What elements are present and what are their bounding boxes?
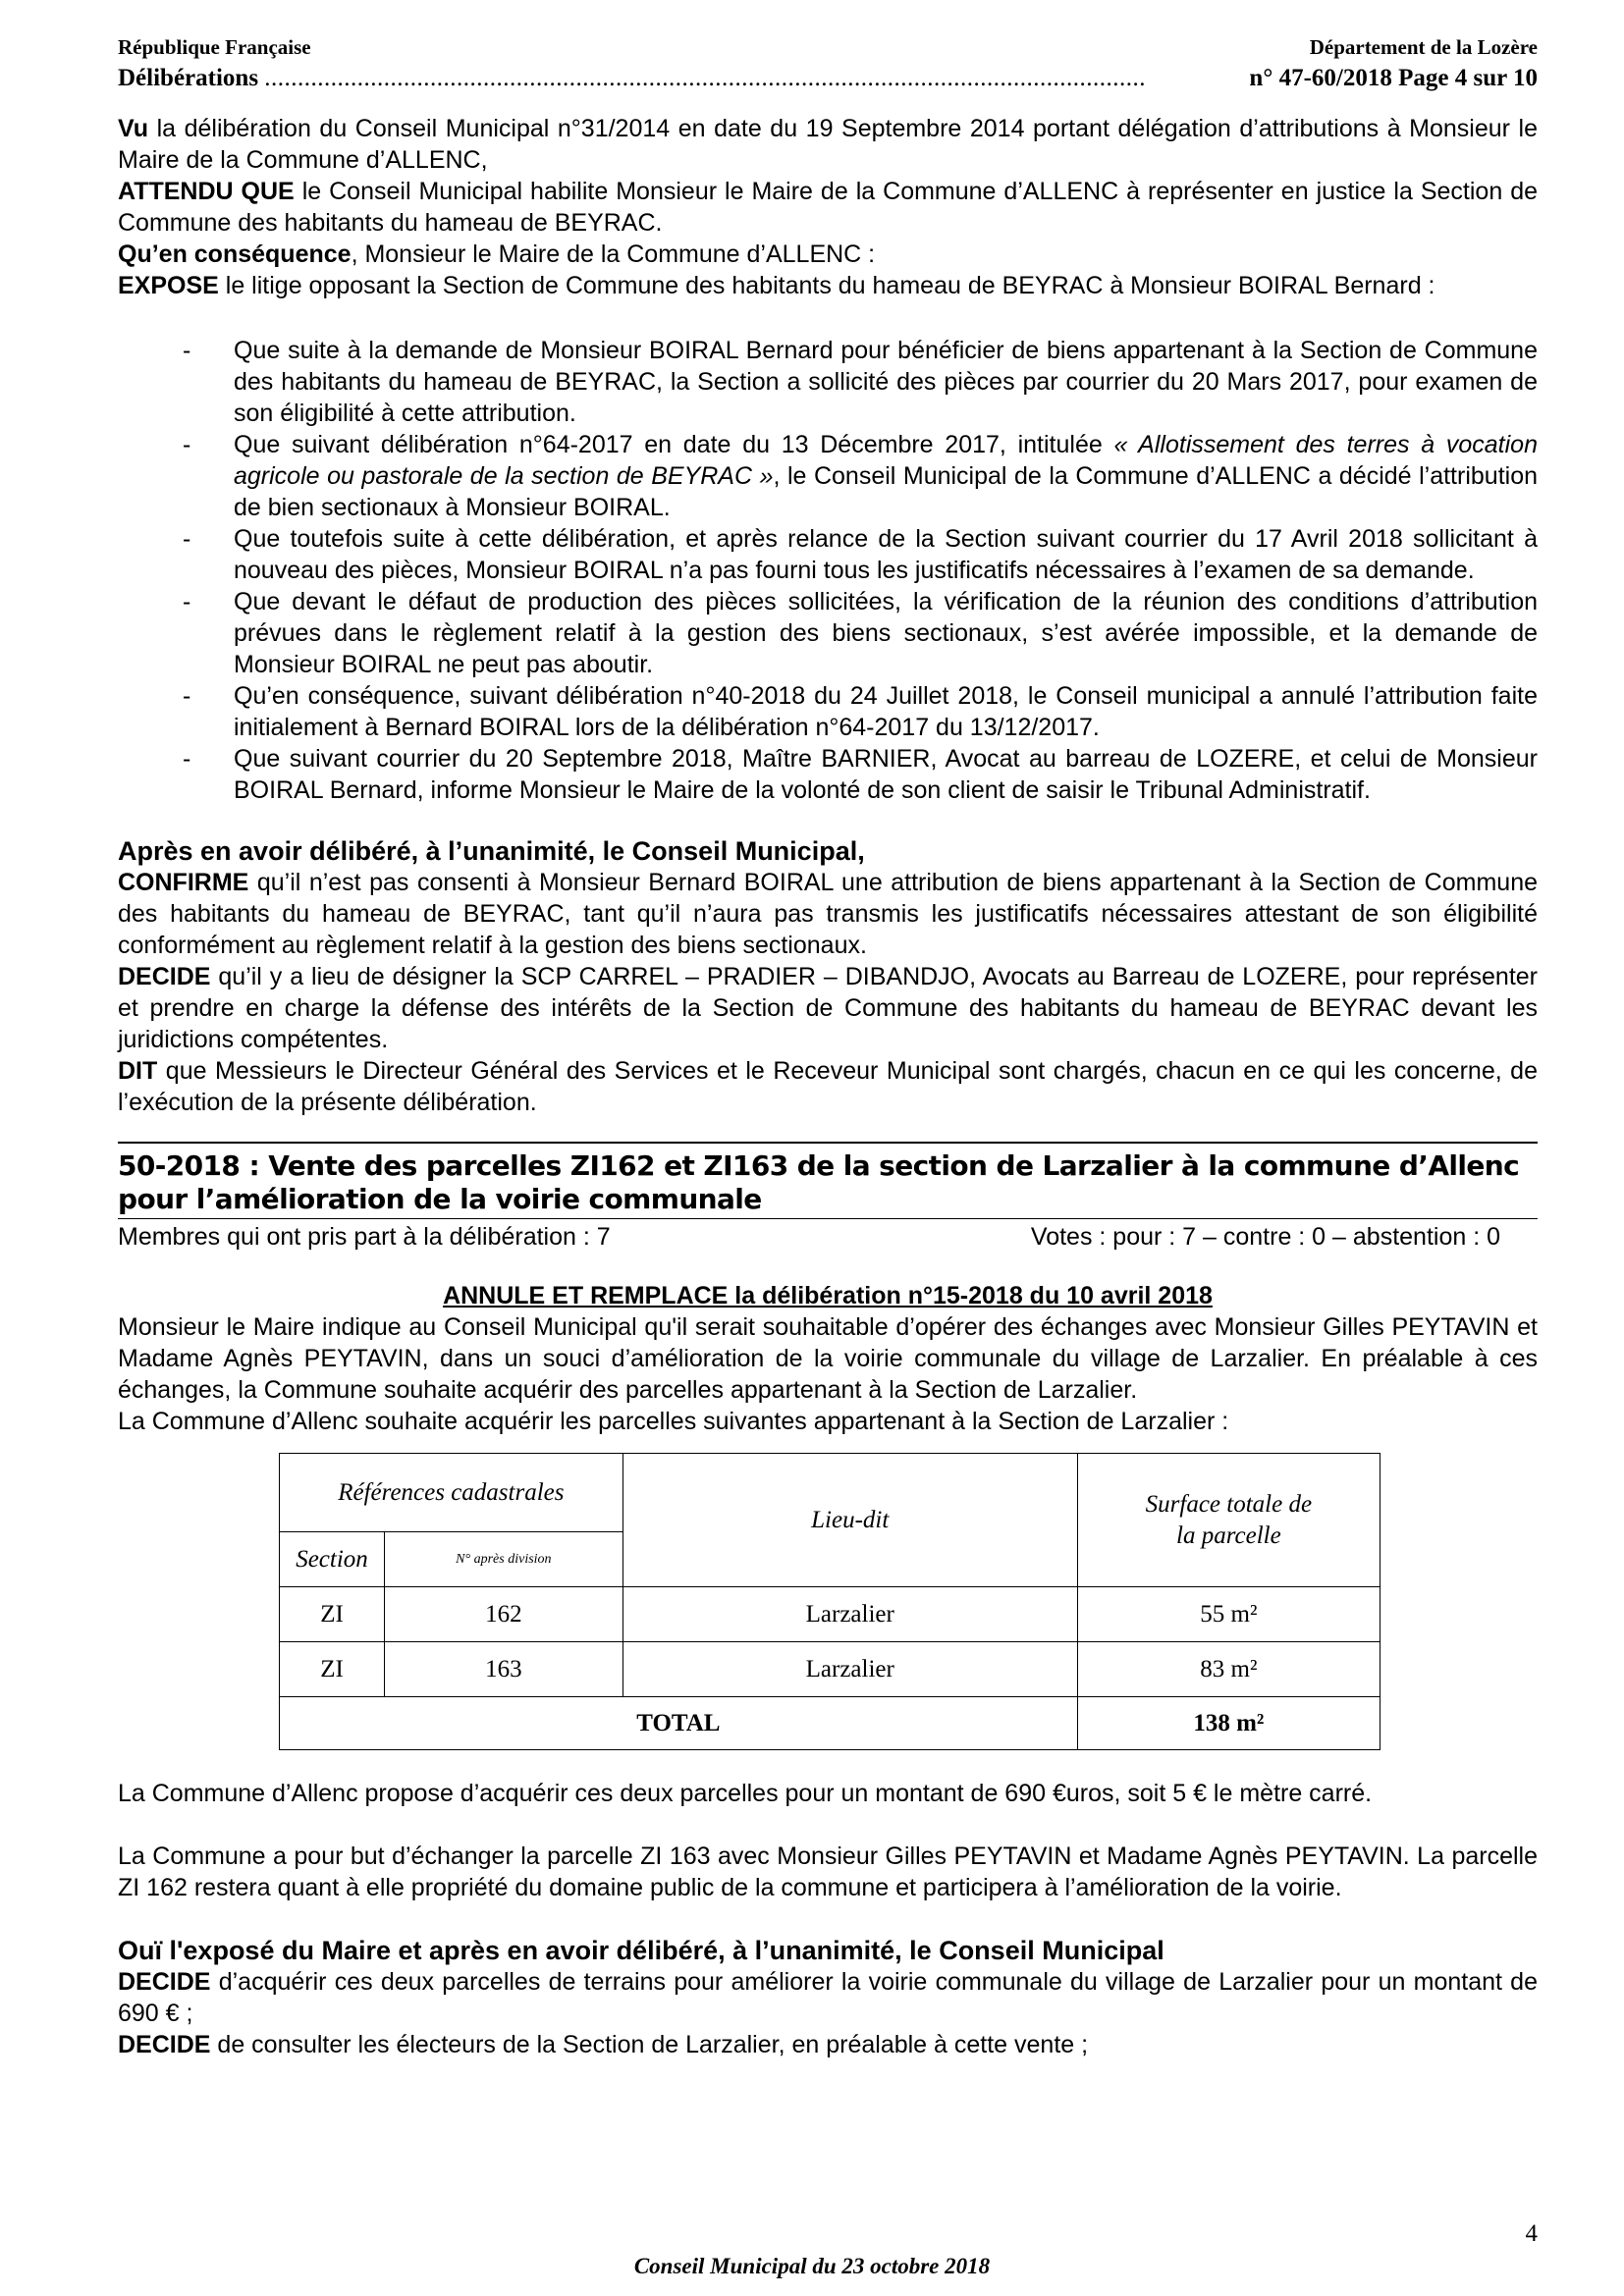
intro-expose bbox=[118, 270, 1538, 301]
dot-leader: ..................................................................................................................................... bbox=[264, 65, 1147, 91]
page-number: 4 bbox=[1525, 2220, 1538, 2247]
th-references: Références cadastrales bbox=[280, 1454, 623, 1532]
annule-remplace: ANNULE ET REMPLACE la délibération n°15-2018 du 10 avril 2018 bbox=[443, 1282, 1213, 1309]
vote-meta bbox=[118, 1218, 1538, 1253]
lead-attendu: ATTENDU QUE bbox=[118, 178, 295, 205]
table-total-row bbox=[280, 1697, 1380, 1750]
para-montant: La Commune d’Allenc propose d’acquérir ces deux parcelles pour un montant de 690 €uros, soit 5 € le mètre carré. bbox=[118, 1780, 1373, 1807]
intro-consequence bbox=[118, 239, 1538, 270]
list-item: - Que toutefois suite à cette délibération, et après relance de la Section suivant courrier du 17 Avril 2018 sollicitant à nouveau des pièces, Monsieur BOIRAL n’a pas fourni tous les justificatifs nécessaires à l’examen de sa demande. bbox=[183, 525, 1538, 584]
para-echange: La Commune a pour but d’échanger la parcelle ZI 163 avec Monsieur Gilles PEYTAVIN et Madame Agnès PEYTAVIN. La parcelle ZI 162 restera quant à elle propriété du domaine public de la commune et participera à l’amélioration de la voirie. bbox=[118, 1842, 1538, 1901]
cell-lieu: Larzalier bbox=[623, 1642, 1077, 1697]
list-item-text: Que devant le défaut de production des pièces sollicitées, la vérification de la réunion des conditions d’attribution prévues dans le règlement relatif à la gestion des biens sectionaux, s’est avérée impossible, et la demande de Monsieur BOIRAL ne peut pas aboutir. bbox=[234, 588, 1538, 678]
th-section: Section bbox=[280, 1532, 385, 1587]
th-surface: Surface totale de la parcelle bbox=[1077, 1454, 1380, 1587]
list-item: - Qu’en conséquence, suivant délibération n°40-2018 du 24 Juillet 2018, le Conseil municipal a annulé l’attribution faite initialement à Bernard BOIRAL lors de la délibération n°64-2017 du 13/12/2017. bbox=[183, 682, 1538, 741]
list-item: - Que devant le défaut de production des pièces sollicitées, la vérification de la réunion des conditions d’attribution prévues dans le règlement relatif à la gestion des biens sectionaux, s’est avérée impossible, et la demande de Monsieur BOIRAL ne peut pas aboutir. bbox=[183, 588, 1538, 678]
list-item: - Que suivant courrier du 20 Septembre 2018, Maître BARNIER, Avocat au barreau de LOZERE, et celui de Monsieur BOIRAL Bernard, informe Monsieur le Maire de la volonté de son client de saisir le Tribunal Administratif. bbox=[183, 745, 1538, 804]
cell-total-label: TOTAL bbox=[280, 1697, 1078, 1750]
header-left: République Française bbox=[118, 35, 311, 59]
text-dit: que Messieurs le Directeur Général des Services et le Receveur Municipal sont chargés, chacun en ce qui les concerne, de l’exécution de la présente délibération. bbox=[118, 1057, 1538, 1116]
section-divider bbox=[118, 1142, 1538, 1144]
text-expose: le litige opposant la Section de Commune des habitants du hameau de BEYRAC à Monsieur BOIRAL Bernard : bbox=[218, 272, 1435, 299]
intro-attendu bbox=[118, 176, 1538, 239]
para-decide-consulter bbox=[118, 2029, 1538, 2060]
para-dit bbox=[118, 1055, 1538, 1118]
list-item-title-italic: « Allotissement des terres à vocation agricole ou pastorale de la section de BEYRAC » bbox=[234, 431, 1538, 490]
header-deliberations bbox=[118, 65, 1538, 92]
th-lieu-dit: Lieu-dit bbox=[623, 1454, 1077, 1587]
text-confirme: qu’il n’est pas consenti à Monsieur Bernard BOIRAL une attribution de biens appartenant à la Section de Commune des habitants du hameau de BEYRAC, tant qu’il n’aura pas transmis les justificatifs nécessaires attestant de son éligibilité conformément au règlement relatif à la gestion des biens sectionaux. bbox=[118, 869, 1538, 959]
list-item-text: Que suite à la demande de Monsieur BOIRAL Bernard pour bénéficier de biens appartenant à la Section de Commune des habitants du hameau de BEYRAC, la Section a sollicité des pièces par courrier du 20 Mars 2017, pour examen de son éligibilité à cette attribution. bbox=[234, 337, 1538, 427]
text-decide-consulter: de consulter les électeurs de la Section de Larzalier, en préalable à cette vente ; bbox=[210, 2031, 1089, 2058]
members-count: Membres qui ont pris part à la délibération : 7 bbox=[118, 1223, 611, 1251]
deliberation-ref: n° 47-60/2018 Page 4 sur 10 bbox=[1249, 65, 1538, 91]
list-item-text: Qu’en conséquence, suivant délibération n°40-2018 du 24 Juillet 2018, le Conseil municipal a annulé l’attribution faite initialement à Bernard BOIRAL lors de la délibération n°64-2017 du 13/12/2017. bbox=[234, 682, 1538, 741]
document-body bbox=[118, 113, 1538, 2060]
cell-section: ZI bbox=[280, 1587, 385, 1642]
page-footer: Conseil Municipal du 23 octobre 2018 bbox=[633, 2254, 991, 2278]
cell-num: 163 bbox=[385, 1642, 623, 1697]
cell-surface: 83 m² bbox=[1077, 1642, 1380, 1697]
lead-expose: EXPOSE bbox=[118, 272, 219, 299]
para-confirme bbox=[118, 867, 1538, 961]
para-intro-larzalier: Monsieur le Maire indique au Conseil Municipal qu'il serait souhaitable d’opérer des échanges avec Monsieur Gilles PEYTAVIN et Madame Agnès PEYTAVIN, dans un souci d’amélioration de la voirie communale du village de Larzalier. En préalable à ces échanges, la Commune souhaite acquérir des parcelles appartenant à la Section de Larzalier. bbox=[118, 1313, 1538, 1404]
lead-dit: DIT bbox=[118, 1057, 158, 1085]
text-decide: qu’il y a lieu de désigner la SCP CARREL – PRADIER – DIBANDJO, Avocats au Barreau de LOZERE, pour représenter et prendre en charge la défense des intérêts de la Section de Commune des habitants du hameau de BEYRAC devant les juridictions compétentes. bbox=[118, 963, 1538, 1053]
text-consequence: , Monsieur le Maire de la Commune d’ALLENC : bbox=[351, 240, 876, 268]
lead-confirme: CONFIRME bbox=[118, 869, 249, 896]
para-parcelles: La Commune d’Allenc souhaite acquérir les parcelles suivantes appartenant à la Section de Larzalier : bbox=[118, 1408, 1229, 1435]
cell-num: 162 bbox=[385, 1587, 623, 1642]
list-item-text: Que suivant courrier du 20 Septembre 2018, Maître BARNIER, Avocat au barreau de LOZERE, et celui de Monsieur BOIRAL Bernard, informe Monsieur le Maire de la volonté de son client de saisir le Tribunal Administratif. bbox=[234, 745, 1538, 804]
deliberations-label: Délibérations bbox=[118, 65, 259, 91]
cadastral-table bbox=[279, 1453, 1380, 1750]
lead-vu: Vu bbox=[118, 115, 149, 142]
lead-decide-acquerir: DECIDE bbox=[118, 1968, 211, 1996]
th-num: N° après division bbox=[385, 1532, 623, 1587]
list-item: - Que suivant délibération n°64-2017 en date du 13 Décembre 2017, intitulée « Allotissement des terres à vocation agricole ou pastorale de la section de BEYRAC », le Conseil Municipal de la Commune d’ALLENC a décidé l’attribution de bien sectionaux à Monsieur BOIRAL. bbox=[183, 431, 1538, 521]
para-decide bbox=[118, 961, 1538, 1055]
text-decide-acquerir: d’acquérir ces deux parcelles de terrains pour améliorer la voirie communale du village de Larzalier pour un montant de 690 € ; bbox=[118, 1968, 1538, 2027]
header-right: Département de la Lozère bbox=[1309, 35, 1538, 59]
cell-lieu: Larzalier bbox=[623, 1587, 1077, 1642]
decision2-heading: Ouï l'exposé du Maire et après en avoir délibéré, à l’unanimité, le Conseil Municipal bbox=[118, 1936, 1164, 1965]
table-row bbox=[280, 1587, 1380, 1642]
cell-surface: 55 m² bbox=[1077, 1587, 1380, 1642]
text-vu: la délibération du Conseil Municipal n°31/2014 en date du 19 Septembre 2014 portant délégation d’attributions à Monsieur le Maire de la Commune d’ALLENC, bbox=[118, 115, 1538, 174]
para-decide-acquerir bbox=[118, 1966, 1538, 2029]
cell-section: ZI bbox=[280, 1642, 385, 1697]
section-title: 50-2018 : Vente des parcelles ZI162 et ZI163 de la section de Larzalier à la commune d’Allenc pour l’amélioration de la voirie communale bbox=[118, 1149, 1520, 1215]
list-item-text: Que toutefois suite à cette délibération, et après relance de la Section suivant courrier du 17 Avril 2018 sollicitant à nouveau des pièces, Monsieur BOIRAL n’a pas fourni tous les justificatifs nécessaires à l’examen de sa demande. bbox=[234, 525, 1538, 584]
list-item-text: , le Conseil Municipal de la Commune d’ALLENC a décidé l’attribution de bien sectionaux à Monsieur BOIRAL. bbox=[234, 462, 1538, 521]
lead-decide: DECIDE bbox=[118, 963, 211, 990]
list-item-text: Que suivant délibération n°64-2017 en date du 13 Décembre 2017, intitulée bbox=[234, 431, 1114, 458]
decision-heading: Après en avoir délibéré, à l’unanimité, le Conseil Municipal, bbox=[118, 836, 865, 866]
lead-consequence: Qu’en conséquence bbox=[118, 240, 352, 268]
votes-result: Votes : pour : 7 – contre : 0 – abstention : 0 bbox=[1030, 1223, 1500, 1251]
list-item: - Que suite à la demande de Monsieur BOIRAL Bernard pour bénéficier de biens appartenant à la Section de Commune des habitants du hameau de BEYRAC, la Section a sollicité des pièces par courrier du 20 Mars 2017, pour examen de son éligibilité à cette attribution. bbox=[183, 337, 1538, 427]
lead-decide-consulter: DECIDE bbox=[118, 2031, 211, 2058]
litige-list bbox=[118, 335, 1538, 806]
table-row bbox=[280, 1642, 1380, 1697]
text-attendu: le Conseil Municipal habilite Monsieur le Maire de la Commune d’ALLENC à représenter en justice la Section de Commune des habitants du hameau de BEYRAC. bbox=[118, 178, 1539, 237]
cell-total-value: 138 m² bbox=[1077, 1697, 1380, 1750]
intro-vu bbox=[118, 113, 1538, 176]
